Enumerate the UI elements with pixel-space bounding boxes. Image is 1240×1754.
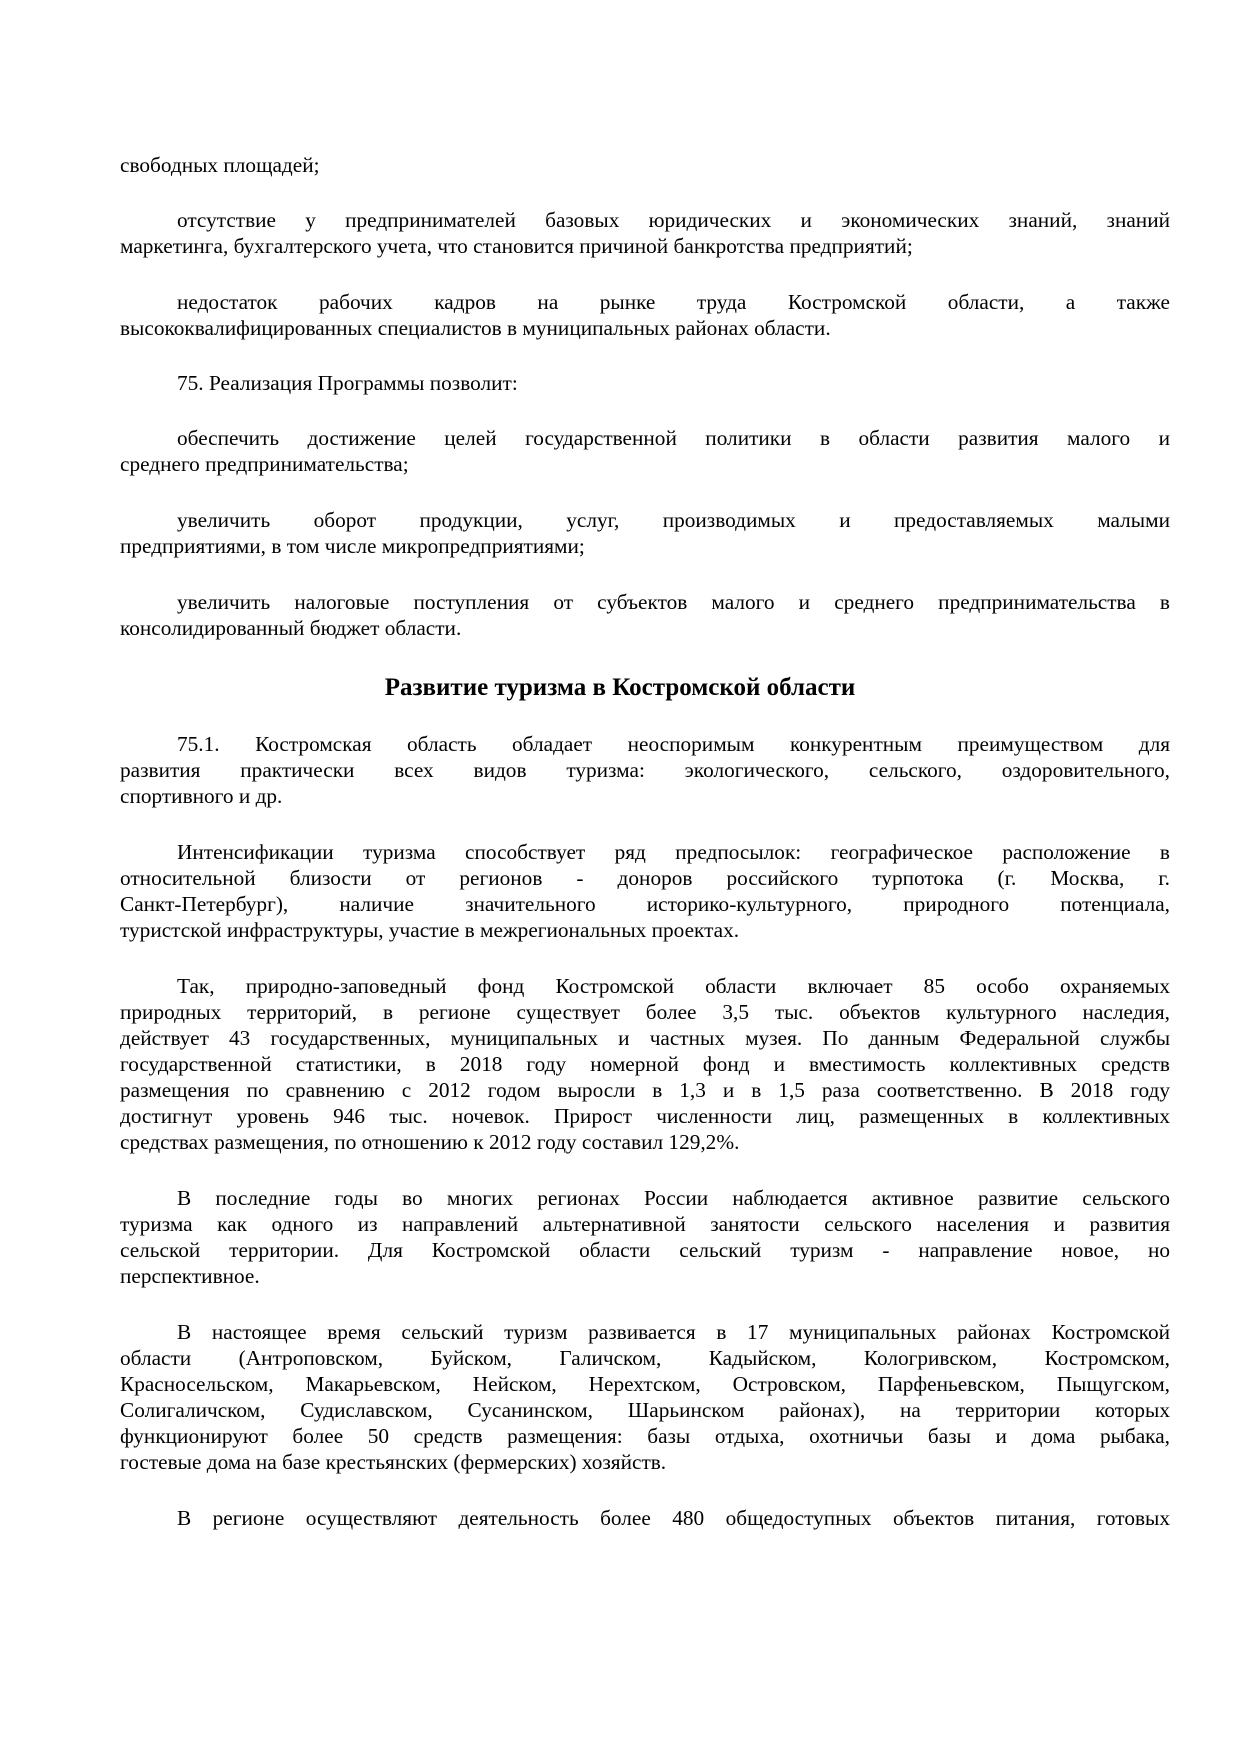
text-line: действует 43 государственных, муниципальных и частных музея. По данным Федеральной службы	[120, 1026, 1170, 1050]
text-line: Солигаличском, Судиславском, Сусанинском, Шарьинском районах), на территории которых	[120, 1398, 1170, 1422]
text-line: спортивного и др.	[120, 784, 283, 808]
text-line: Интенсификации туризма способствует ряд предпосылок: географическое расположение в	[177, 840, 1170, 864]
text-line: достигнут уровень 946 тыс. ночевок. Прирост численности лиц, размещенных в коллективных	[120, 1104, 1170, 1128]
text-line: свободных площадей;	[120, 153, 320, 177]
text-line: средствах размещения, по отношению к 2012 году составил 129,2%.	[120, 1130, 740, 1154]
text-line: размещения по сравнению с 2012 годом выросли в 1,3 и в 1,5 раза соответственно. В 2018 году	[120, 1078, 1170, 1102]
text-line: увеличить оборот продукции, услуг, производимых и предоставляемых малыми	[177, 508, 1170, 532]
text-line: гостевые дома на базе крестьянских (фермерских) хозяйств.	[120, 1450, 667, 1474]
text-line: отсутствие у предпринимателей базовых юридических и экономических знаний, знаний	[177, 208, 1170, 232]
text-line: сельской территории. Для Костромской области сельский туризм - направление новое, но	[120, 1238, 1170, 1262]
text-line: Санкт-Петербург), наличие значительного историко-культурного, природного потенциала,	[120, 892, 1170, 916]
text-line: туристской инфраструктуры, участие в межрегиональных проектах.	[120, 918, 740, 942]
text-line: природных территорий, в регионе существует более 3,5 тыс. объектов культурного наследия,	[120, 1000, 1170, 1024]
text-line: туризма как одного из направлений альтернативной занятости сельского населения и развития	[120, 1212, 1170, 1236]
text-line: обеспечить достижение целей государственной политики в области развития малого и	[177, 426, 1170, 450]
text-line: В настоящее время сельский туризм развивается в 17 муниципальных районах Костромской	[177, 1320, 1170, 1344]
text-line: высококвалифицированных специалистов в муниципальных районах области.	[120, 316, 831, 340]
text-line: государственной статистики, в 2018 году номерной фонд и вместимость коллективных средств	[120, 1052, 1170, 1076]
text-line: относительной близости от регионов - доноров российского турпотока (г. Москва, г.	[120, 866, 1170, 890]
text-line: 75. Реализация Программы позволит:	[177, 371, 518, 395]
text-line: маркетинга, бухгалтерского учета, что становится причиной банкротства предприятий;	[120, 234, 913, 258]
text-line: функционируют более 50 средств размещения: базы отдыха, охотничьи базы и дома рыбака,	[120, 1424, 1170, 1448]
text-line: Красносельском, Макарьевском, Нейском, Нерехтском, Островском, Парфеньевском, Пыщугском,	[120, 1372, 1170, 1396]
text-line: недостаток рабочих кадров на рынке труда Костромской области, а также	[177, 290, 1170, 314]
section-heading: Развитие туризма в Костромской области	[384, 674, 856, 701]
text-line: В последние годы во многих регионах России наблюдается активное развитие сельского	[177, 1186, 1170, 1210]
text-line: увеличить налоговые поступления от субъектов малого и среднего предпринимательства в	[177, 590, 1170, 614]
text-line: предприятиями, в том числе микропредприятиями;	[120, 534, 585, 558]
text-line: консолидированный бюджет области.	[120, 616, 462, 640]
text-line: 75.1. Костромская область обладает неоспоримым конкурентным преимуществом для	[177, 732, 1170, 756]
text-line: В регионе осуществляют деятельность более 480 общедоступных объектов питания, готовых	[177, 1506, 1170, 1530]
text-line: перспективное.	[120, 1264, 260, 1288]
text-line: Так, природно-заповедный фонд Костромской области включает 85 особо охраняемых	[177, 974, 1170, 998]
text-line: развития практически всех видов туризма: экологического, сельского, оздоровительного,	[120, 758, 1170, 782]
text-line: среднего предпринимательства;	[120, 452, 409, 476]
text-line: области (Антроповском, Буйском, Галичском, Кадыйском, Кологривском, Костромском,	[120, 1346, 1170, 1370]
